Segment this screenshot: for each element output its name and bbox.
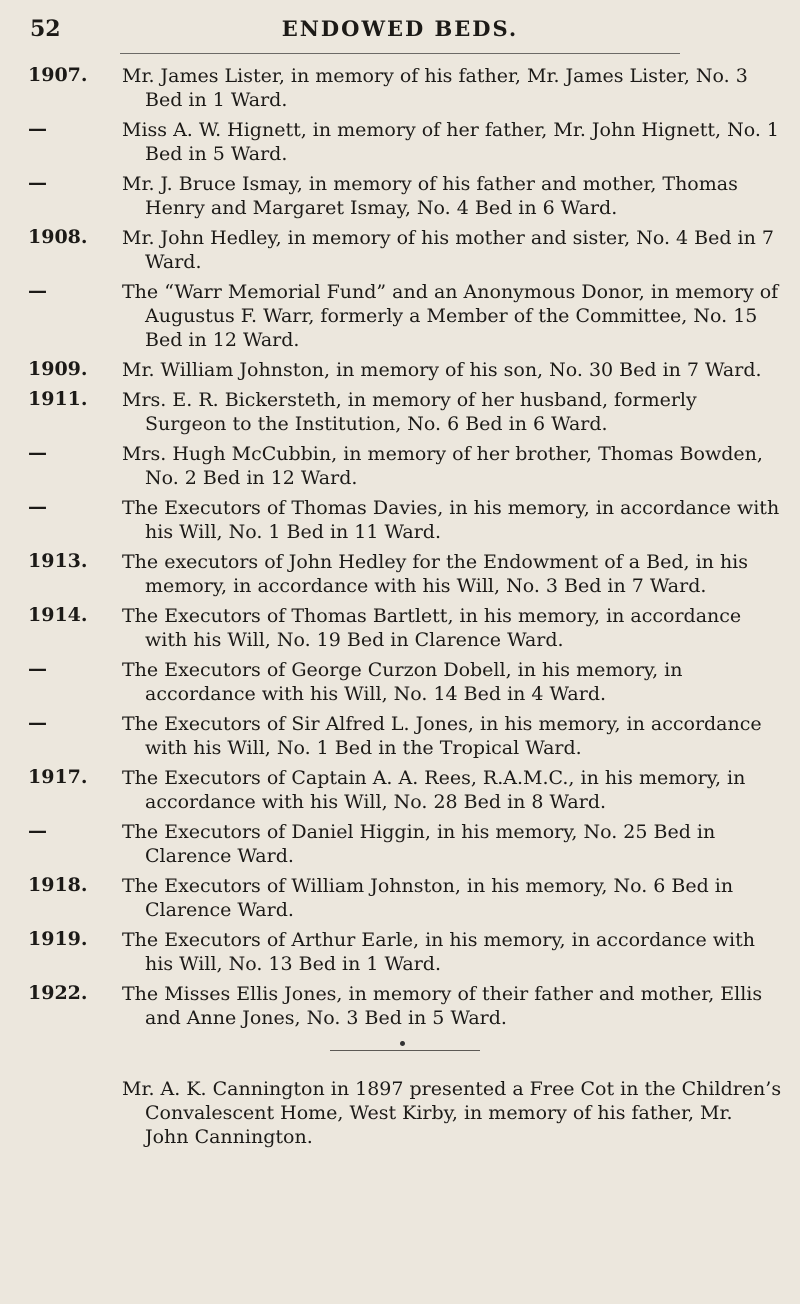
entry-text: Mr. William Johnston, in memory of his son, No. 30 Bed in 7 Ward. [122,359,762,381]
entry [0,280,800,352]
entry [0,550,800,598]
entry-year: — [28,118,47,140]
entry-text: The Executors of Thomas Bartlett, in his memory, in accordance with his Will, No. 19 Bed in Clarence Ward. [122,605,742,651]
divider-dot [400,1041,405,1046]
entry [0,604,800,652]
entry-year: 1913. [28,550,88,572]
entry [0,658,800,706]
entry [0,928,800,976]
entry-text: The Misses Ellis Jones, in memory of their father and mother, Ellis and Anne Jones, No. 3 Bed in 5 Ward. [122,983,763,1029]
section-divider [330,1050,480,1051]
entry-year: 1911. [28,388,88,410]
entry-text: The “Warr Memorial Fund” and an Anonymous Donor, in memory of Augustus F. Warr, formerly a Member of the Committee, No. 15 Bed in 12 Ward. [122,281,779,351]
entry [0,442,800,490]
entry-year: — [28,442,47,464]
entry-year: — [28,820,47,842]
entry [0,874,800,922]
entry-text: Mrs. E. R. Bickersteth, in memory of her husband, formerly Surgeon to the Institution, No. 6 Bed in 6 Ward. [122,389,697,435]
entry [0,226,800,274]
entry-year: 1908. [28,226,88,248]
entry [0,388,800,436]
entry-text: The Executors of Captain A. A. Rees, R.A.M.C., in his memory, in accordance with his Will, No. 28 Bed in 8 Ward. [122,767,746,813]
entry-text: The executors of John Hedley for the Endowment of a Bed, in his memory, in accordance with his Will, No. 3 Bed in 7 Ward. [122,551,749,597]
entry-year: — [28,496,47,518]
entry [0,496,800,544]
entry-year: 1914. [28,604,88,626]
entry [0,118,800,166]
entry-year: — [28,712,47,734]
entry [0,172,800,220]
entry-text: The Executors of Arthur Earle, in his memory, in accordance with his Will, No. 13 Bed in 1 Ward. [122,929,755,975]
entry-year: 1917. [28,766,88,788]
entry-text: Mr. James Lister, in memory of his father, Mr. James Lister, No. 3 Bed in 1 Ward. [122,65,748,111]
entries-list [0,64,800,1155]
entry-text: Mrs. Hugh McCubbin, in memory of her brother, Thomas Bowden, No. 2 Bed in 12 Ward. [122,443,763,489]
entry-text: The Executors of William Johnston, in his memory, No. 6 Bed in Clarence Ward. [122,875,734,921]
entry [0,982,800,1030]
entry-year: 1909. [28,358,88,380]
note-text: Mr. A. K. Cannington in 1897 presented a Free Cot in the Children’s Convalescent Home, West Kirby, in memory of his father, Mr. John Cannington. [122,1078,782,1148]
entry-year: 1922. [28,982,88,1004]
running-title: ENDOWED BEDS. [281,16,519,41]
entry [0,358,800,382]
entry-year: — [28,280,47,302]
entry-year: 1919. [28,928,88,950]
entry-year: 1907. [28,64,88,86]
entry-text: Mr. J. Bruce Ismay, in memory of his father and mother, Thomas Henry and Margaret Ismay, No. 4 Bed in 6 Ward. [122,173,738,219]
entry [0,766,800,814]
entry [0,712,800,760]
entry-year: — [28,658,47,680]
entry-text: The Executors of Thomas Davies, in his memory, in accordance with his Will, No. 1 Bed in 11 Ward. [122,497,780,543]
entry [0,64,800,112]
entry-text: The Executors of Sir Alfred L. Jones, in his memory, in accordance with his Will, No. 1 Bed in the Tropical Ward. [122,713,762,759]
entry-text: The Executors of Daniel Higgin, in his memory, No. 25 Bed in Clarence Ward. [122,821,716,867]
page-number: 52 [30,16,61,42]
header-rule [120,53,680,54]
entry-text: The Executors of George Curzon Dobell, in his memory, in accordance with his Will, No. 14 Bed in 4 Ward. [122,659,683,705]
page-header [0,8,800,48]
entry-text: Mr. John Hedley, in memory of his mother and sister, No. 4 Bed in 7 Ward. [122,227,775,273]
entry-year: — [28,172,47,194]
note-entry [0,1077,800,1149]
entry [0,820,800,868]
entry-year: 1918. [28,874,88,896]
entry-text: Miss A. W. Hignett, in memory of her father, Mr. John Hignett, No. 1 Bed in 5 Ward. [122,119,780,165]
